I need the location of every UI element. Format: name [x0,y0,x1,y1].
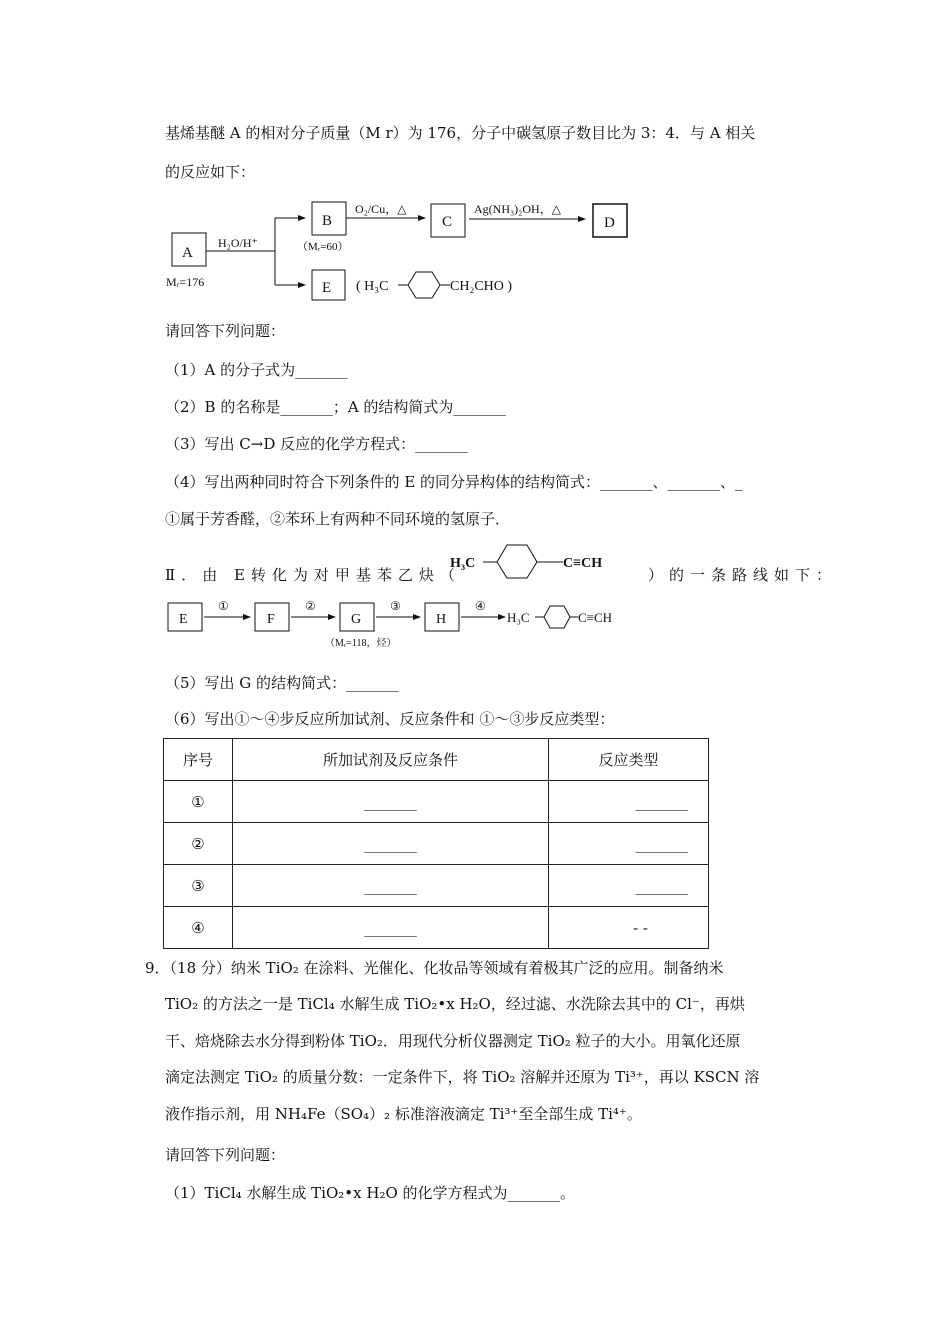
benzene-ring-icon [497,545,537,578]
G-mr: （Mᵣ=118，烃） [325,638,397,649]
question-4-conditions: ①属于芳香醛，②苯环上有两种不同环境的氢原子． [165,510,511,528]
label-G: G [351,612,362,627]
table-row [164,907,709,949]
header-type: 反应类型 [549,739,709,781]
B-mr: （Mᵣ=60） [297,241,349,253]
target-structure [445,540,645,580]
intro-line2: 的反应如下： [165,163,256,181]
step-2: ② [305,599,316,613]
q9-line5: 液作指示剂，用 NH₄Fe（SO₄）₂ 标准溶液滴定 Ti³⁺至全部生成 Ti⁴⁺。 [165,1105,642,1123]
row-cond: _______ [233,823,549,865]
intro-line1: 基烯基醚 A 的相对分子质量（M r）为 176，分子中碳氢原子数目比为 3：4．与 A 相关 [165,124,756,142]
label-D: D [604,215,615,231]
row-no: ① [164,781,233,823]
part2-left: Ⅱ．由 E转化为对甲基苯乙炔（ [165,566,461,584]
cond-A: H₂O/H⁺ [218,236,258,250]
step-3: ③ [390,599,401,613]
question-5: （5）写出 G 的结构简式：_______ [165,674,399,692]
q9-line4: 滴定法测定 TiO₂ 的质量分数：一定条件下，将 TiO₂ 溶解并还原为 Ti³⁺，再以 KSCN 溶 [165,1068,760,1086]
reaction-diagram-1 [160,195,640,305]
table-row [164,823,709,865]
step-1: ① [218,599,229,613]
row-cond: _______ [233,781,549,823]
struct-right: C≡CH [563,556,603,571]
cond-CD: Ag(NH₃)₂OH，△ [474,202,561,216]
label-F: F [267,612,275,627]
q9-line3: 干、焙烧除去水分得到粉体 TiO₂．用现代分析仪器测定 TiO₂ 粒子的大小。用氧化还原 [165,1032,741,1050]
table-row [164,781,709,823]
question-3: （3）写出 C→D 反应的化学方程式：_______ [165,435,468,453]
struct-left: H₃C [450,556,476,571]
q9-line1: 9．（18 分）纳米 TiO₂ 在涂料、光催化、化妆品等领域有着极其广泛的应用。制备纳米 [145,959,724,977]
label-H: H [436,612,447,627]
row-type: _______ [549,823,709,865]
question-1: （1）A 的分子式为_______ [165,361,348,379]
answer-table [163,738,709,949]
q9-question-1: （1）TiCl₄ 水解生成 TiO₂•x H₂O 的化学方程式为_______。 [165,1184,576,1202]
label-B: B [322,213,333,229]
row-type: - - [549,907,709,949]
question-2: （2）B 的名称是_______；A 的结构简式为_______ [165,398,506,416]
q9-line2: TiO₂ 的方法之一是 TiCl₄ 水解生成 TiO₂•x H₂O，经过滤、水洗除去其中的 Cl⁻，再烘 [165,995,745,1013]
step-4: ④ [475,599,486,613]
cond-BC: O₂/Cu，△ [355,202,407,216]
label-E2: E [179,612,188,627]
reaction-diagram-2 [160,595,660,655]
row-cond: _______ [233,907,549,949]
row-type: _______ [549,865,709,907]
label-A: A [182,245,193,261]
benzene-ring-icon [408,272,440,298]
row-no: ③ [164,865,233,907]
E-right: CH₂CHO ) [450,279,513,294]
row-cond: _______ [233,865,549,907]
A-mr: Mᵣ=176 [166,275,205,289]
q9-prompt: 请回答下列问题： [165,1146,286,1164]
table-header [164,739,709,781]
row-no: ② [164,823,233,865]
label-C: C [442,214,453,230]
table-row [164,865,709,907]
questions-prompt: 请回答下列问题： [165,322,286,340]
label-E: E [322,280,332,296]
product-right: C≡CH [578,610,613,625]
row-no: ④ [164,907,233,949]
header-conditions: 所加试剂及反应条件 [233,739,549,781]
benzene-ring-icon [544,606,570,628]
row-type: _______ [549,781,709,823]
question-6: （6）写出①～④步反应所加试剂、反应条件和 ①～③步反应类型： [165,710,615,728]
product-left: H₃C [507,610,530,625]
E-left: ( H₃C [356,279,389,294]
part2-right: ）的一条路线如下： [648,566,838,584]
question-4: （4）写出两种同时符合下列条件的 E 的同分异构体的结构简式：_______、_______、_ [165,473,743,491]
header-no: 序号 [164,739,233,781]
